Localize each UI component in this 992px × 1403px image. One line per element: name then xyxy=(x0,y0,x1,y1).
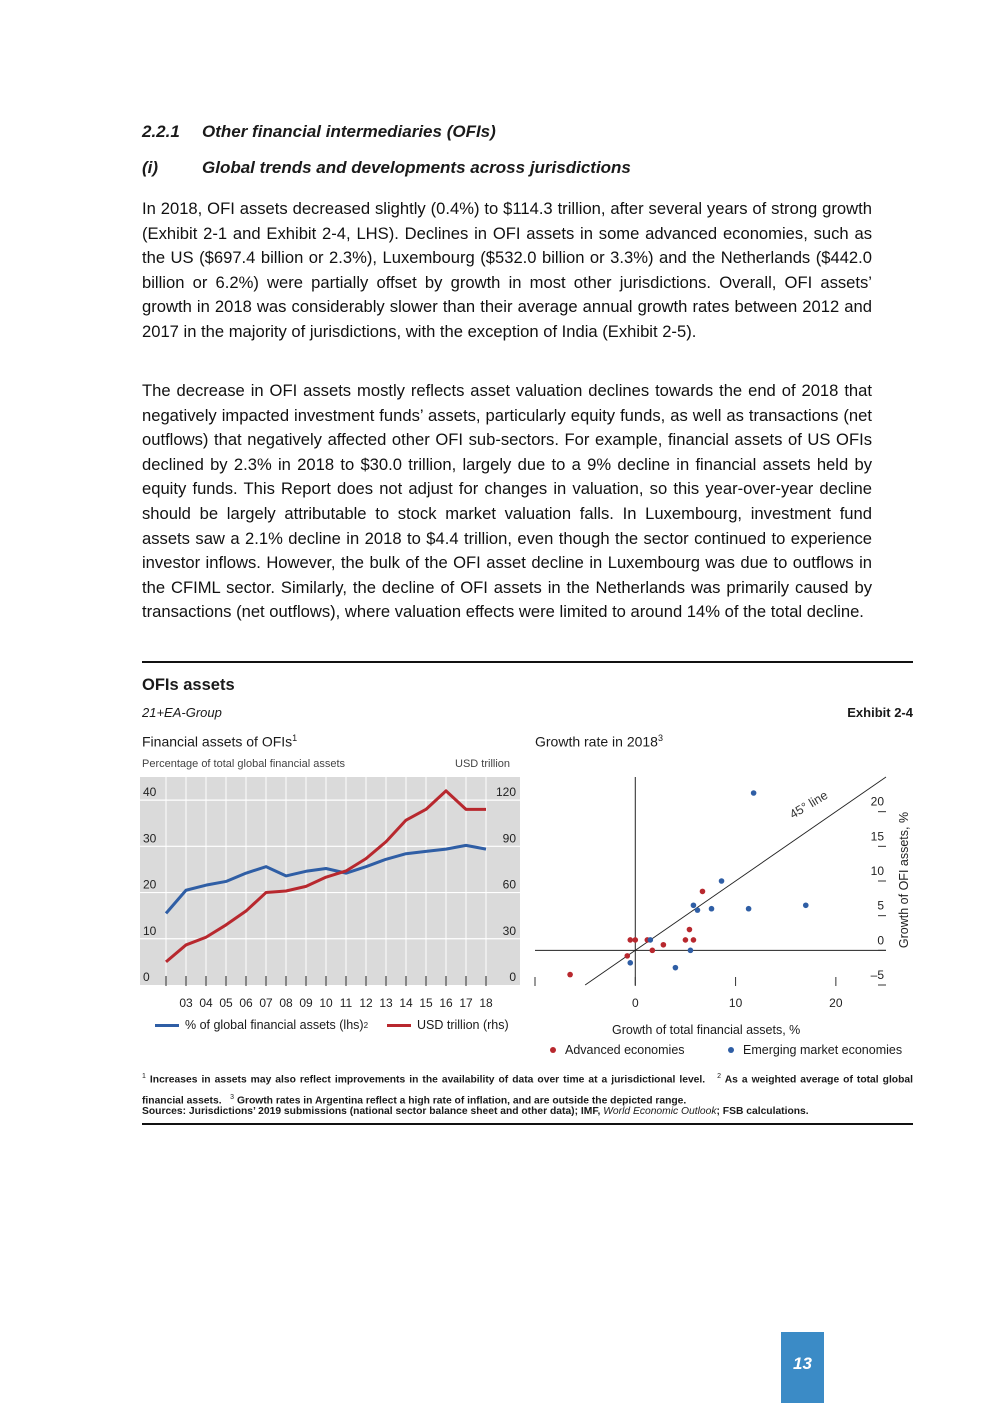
scatter-point xyxy=(648,937,654,943)
forty-five-degree-line xyxy=(585,777,886,985)
footnote-1: Increases in assets may also reflect improvements in the availability of data over time at a jurisdictional level. xyxy=(149,1074,706,1086)
section-heading-2-2-1 xyxy=(142,122,496,142)
section-title: Global trends and developments across jurisdictions xyxy=(202,158,631,177)
scatter-y-axis-label: Growth of OFI assets, % xyxy=(897,811,911,949)
line-chart xyxy=(140,775,524,1015)
x-tick-label: 05 xyxy=(219,996,233,1010)
x-tick-label: 04 xyxy=(199,996,213,1010)
exhibit-top-rule xyxy=(142,661,913,663)
legend-item-advanced xyxy=(550,1043,685,1057)
y-tick-label: 10 xyxy=(870,864,884,878)
exhibit-title: OFIs assets xyxy=(142,676,235,694)
sources-weo: World Economic Outlook xyxy=(603,1106,717,1117)
y-right-tick-label: 0 xyxy=(509,970,516,984)
left-panel-title-text: Financial assets of OFIs xyxy=(142,733,293,750)
exhibit-sources xyxy=(142,1103,913,1121)
legend-label: Emerging market economies xyxy=(743,1043,903,1057)
scatter-point xyxy=(673,965,679,971)
scatter-point xyxy=(627,960,633,966)
right-panel-title xyxy=(535,733,663,750)
x-tick-label: 17 xyxy=(459,996,473,1010)
legend-item-emerging xyxy=(728,1043,902,1057)
x-tick-label: 16 xyxy=(439,996,453,1010)
section-heading-i xyxy=(142,158,631,178)
right-panel-title-text: Growth rate in 2018 xyxy=(535,733,658,750)
x-tick-label: 10 xyxy=(728,996,743,1010)
footnote-marker: 1 xyxy=(142,1073,146,1080)
y-tick-label: –5 xyxy=(870,968,884,982)
y-left-tick-label: 10 xyxy=(143,923,157,938)
scatter-point xyxy=(650,948,656,954)
x-tick-label: 12 xyxy=(359,996,373,1010)
x-tick-label: 14 xyxy=(399,996,413,1010)
legend-sup: 2 xyxy=(363,1020,369,1030)
legend-item-rhs xyxy=(387,1018,509,1032)
y-right-tick-label: 90 xyxy=(502,831,516,846)
scatter-point xyxy=(751,790,757,796)
legend-label: Advanced economies xyxy=(565,1043,685,1057)
left-axis-caption: Percentage of total global financial assets xyxy=(142,758,346,770)
y-tick-label: 0 xyxy=(877,933,884,948)
x-tick-label: 11 xyxy=(339,996,353,1010)
scatter-point xyxy=(567,972,573,978)
scatter-point xyxy=(746,906,752,912)
left-panel-title-sup: 1 xyxy=(292,733,298,743)
y-left-tick-label: 30 xyxy=(143,831,157,846)
section-number: 2.2.1 xyxy=(142,122,180,141)
scatter-point xyxy=(695,907,701,913)
scatter-point xyxy=(719,878,725,884)
y-left-tick-label: 20 xyxy=(143,877,157,892)
legend-label: USD trillion (rhs) xyxy=(417,1018,509,1032)
y-right-tick-label: 30 xyxy=(502,923,516,938)
x-tick-label: 09 xyxy=(299,996,313,1010)
scatter-point xyxy=(688,948,694,954)
legend-line-red xyxy=(387,1024,411,1027)
body-paragraph-2: The decrease in OFI assets mostly reflects asset valuation declines towards the end of 2018 that negatively impacted investment funds’ assets, particularly equity funds, as well as transactions (net outflows) that negatively affected other OFI sub-sectors. For example, financial assets of US OFIs declined by 2.3% in 2018 to $30.0 trillion, largely due to a 9% decline in financial assets held by equity funds. This Report does not adjust for changes in valuation, so this year-over-year decline should be largely attributable to stock market valuation falls. In Luxembourg, investment fund assets saw a 2.1% decline in 2018 to $4.4 trillion, even though the sector continued to experience investor inflows. However, the bulk of the OFI asset decline in Luxembourg was due to outflows in the CFIML sector. Similarly, the decline of OFI assets in the Netherlands was primarily caused by transactions (net outflows), where valuation effects were limited to around 14% of the total decline. xyxy=(142,381,872,622)
scatter-point xyxy=(683,937,689,943)
exhibit-subtitle: 21+EA-Group xyxy=(142,705,222,720)
x-tick-label: 08 xyxy=(279,996,293,1010)
sources-text-b: ; FSB calculations. xyxy=(716,1106,809,1117)
body-paragraph-1: In 2018, OFI assets decreased slightly (0.4%) to $114.3 trillion, after several years of strong growth (Exhibit 2-1 and Exhibit 2-4, LHS). Declines in OFI assets in some advanced economies, such as the US ($697.4 billion or 2.3%), Luxembourg ($532.0 billion or 3.3%) and the Netherlands ($442.0 billion or 6.2%) were partially offset by growth in most other jurisdictions. Overall, OFI assets’ growth in 2018 was considerably slower than their average annual growth rates between 2012 and 2017 in the majority of jurisdictions, with the exception of India (Exhibit 2-5). xyxy=(142,199,872,341)
x-tick-label: 10 xyxy=(319,996,333,1010)
scatter-point xyxy=(627,937,633,943)
legend-label: % of global financial assets (lhs) xyxy=(185,1018,364,1032)
scatter-point xyxy=(632,937,638,943)
y-right-tick-label: 60 xyxy=(502,877,516,892)
scatter-point xyxy=(624,953,630,959)
sources-text-a: Sources: Jurisdictions’ 2019 submissions (national sector balance sheet and other data); IMF, xyxy=(142,1106,604,1117)
page-number: 13 xyxy=(793,1354,812,1373)
page-number-box xyxy=(781,1332,824,1403)
exhibit-number: Exhibit 2-4 xyxy=(847,705,913,720)
right-panel-title-sup: 3 xyxy=(657,733,663,743)
x-tick-label: 0 xyxy=(631,996,639,1010)
footnote-marker: 2 xyxy=(717,1073,722,1080)
legend-line-blue xyxy=(155,1024,179,1027)
footnote-3: Growth rates in Argentina reflect a high rate of inflation, and are outside the depicted range. xyxy=(236,1095,687,1107)
exhibit-bottom-rule xyxy=(142,1123,913,1125)
x-tick-label: 15 xyxy=(419,996,433,1010)
y-right-tick-label: 120 xyxy=(495,785,516,800)
legend-item-lhs xyxy=(155,1018,368,1032)
scatter-point xyxy=(691,937,697,943)
legend-dot-red xyxy=(550,1047,556,1053)
y-left-tick-label: 40 xyxy=(143,785,157,800)
left-panel-title xyxy=(142,733,297,750)
x-tick-label: 20 xyxy=(829,996,843,1010)
x-tick-label: 18 xyxy=(479,996,493,1010)
y-tick-label: 5 xyxy=(877,898,884,913)
footnote-2: As a weighted average of total global financial assets. xyxy=(142,1074,913,1107)
section-number: (i) xyxy=(142,158,159,177)
scatter-point xyxy=(661,942,667,948)
x-tick-label: 03 xyxy=(179,996,193,1010)
x-tick-label: 06 xyxy=(239,996,253,1010)
x-tick-label: 07 xyxy=(259,996,273,1010)
x-tick-label: 13 xyxy=(379,996,393,1010)
y-tick-label: 15 xyxy=(870,829,884,844)
legend-dot-blue xyxy=(728,1047,734,1053)
forty-five-line-label: 45° line xyxy=(787,787,831,822)
scatter-point xyxy=(803,902,809,908)
y-left-tick-label: 0 xyxy=(143,970,150,984)
scatter-x-axis-label: Growth of total financial assets, % xyxy=(612,1023,801,1037)
scatter-point xyxy=(709,906,715,912)
scatter-point xyxy=(700,889,706,895)
scatter-chart xyxy=(530,775,915,1015)
scatter-point xyxy=(691,902,697,908)
plot-area xyxy=(535,777,886,985)
right-axis-caption: USD trillion xyxy=(455,758,511,770)
scatter-point xyxy=(687,927,693,933)
section-title: Other financial intermediaries (OFIs) xyxy=(202,122,496,141)
footnote-marker: 3 xyxy=(230,1093,235,1101)
y-tick-label: 20 xyxy=(870,794,884,809)
